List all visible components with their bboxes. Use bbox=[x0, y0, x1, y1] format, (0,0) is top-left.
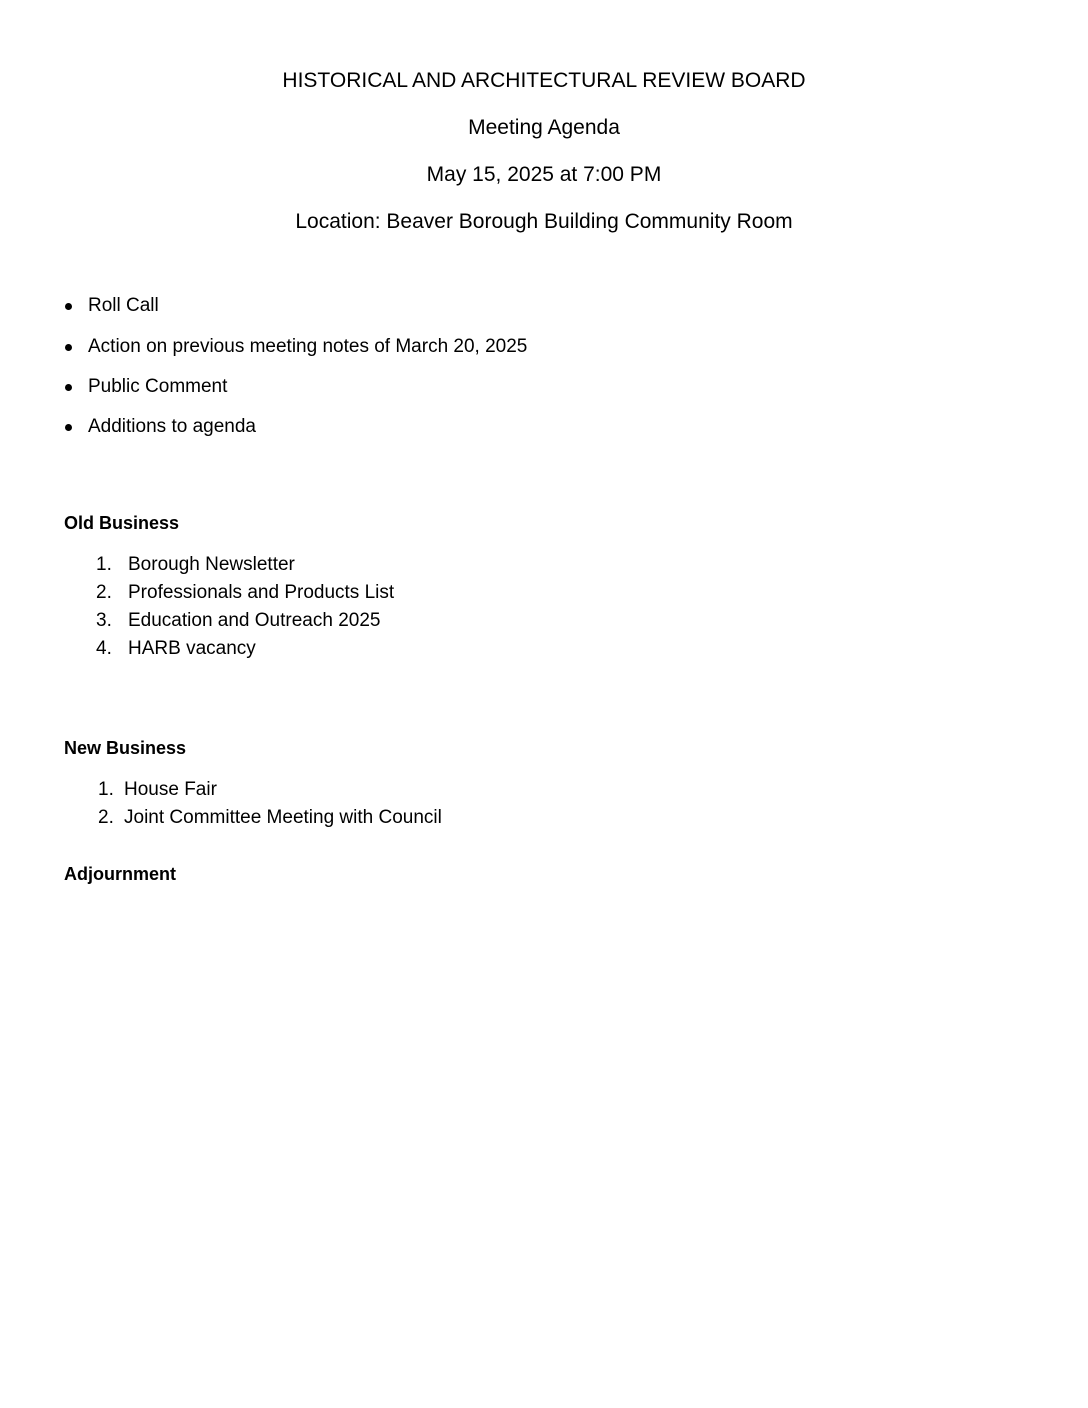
bullet-icon bbox=[65, 424, 72, 431]
meeting-location: Location: Beaver Borough Building Community Room bbox=[295, 210, 793, 233]
list-item bbox=[96, 637, 696, 661]
bullet-text: Additions to agenda bbox=[88, 416, 256, 437]
list-number: 1. bbox=[96, 554, 112, 575]
adjournment-heading: Adjournment bbox=[64, 864, 176, 884]
list-text: Professionals and Products List bbox=[128, 582, 395, 603]
board-title: HISTORICAL AND ARCHITECTURAL REVIEW BOARD bbox=[282, 69, 806, 92]
list-text: Borough Newsletter bbox=[128, 554, 295, 575]
list-text: House Fair bbox=[124, 779, 217, 800]
list-item bbox=[96, 581, 696, 605]
list-number: 1. bbox=[98, 779, 114, 800]
agenda-title: Meeting Agenda bbox=[468, 116, 620, 139]
list-item bbox=[96, 609, 696, 633]
bullet-text: Roll Call bbox=[88, 295, 159, 316]
list-number: 2. bbox=[98, 807, 114, 828]
meeting-datetime: May 15, 2025 at 7:00 PM bbox=[426, 163, 662, 186]
list-number: 2. bbox=[96, 582, 112, 603]
list-item bbox=[98, 806, 698, 830]
list-number: 3. bbox=[96, 610, 112, 631]
bullet-text: Action on previous meeting notes of March 20, 2025 bbox=[88, 336, 528, 357]
bullet-icon bbox=[65, 344, 72, 351]
old-business-heading: Old Business bbox=[64, 513, 180, 533]
list-item bbox=[96, 553, 696, 577]
list-item bbox=[98, 778, 698, 802]
bullet-icon bbox=[65, 303, 72, 310]
list-text: Joint Committee Meeting with Council bbox=[124, 807, 442, 828]
list-text: HARB vacancy bbox=[128, 638, 256, 659]
list-text: Education and Outreach 2025 bbox=[128, 610, 381, 631]
list-number: 4. bbox=[96, 638, 112, 659]
new-business-heading: New Business bbox=[64, 738, 187, 758]
bullet-icon bbox=[65, 384, 72, 391]
bullet-text: Public Comment bbox=[88, 376, 228, 397]
